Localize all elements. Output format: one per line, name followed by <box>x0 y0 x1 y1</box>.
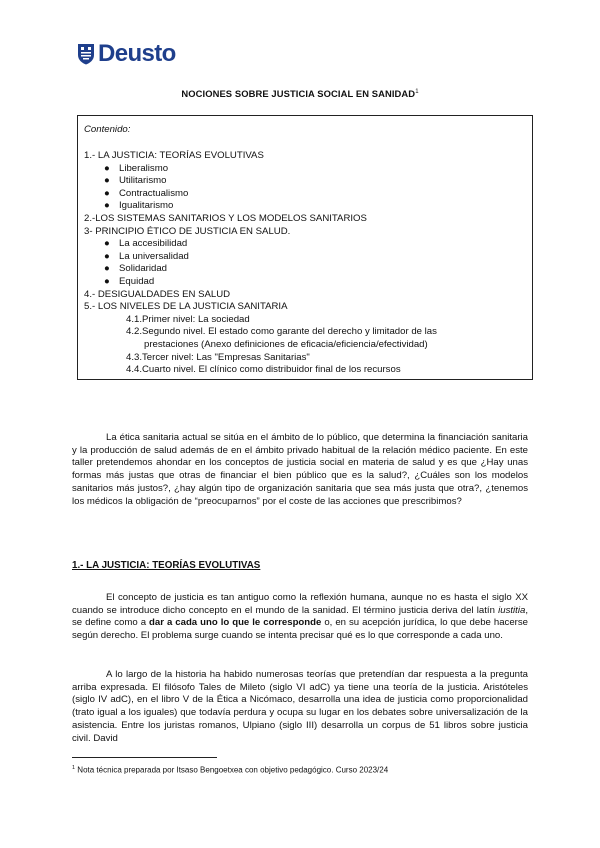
bullet-icon: ● <box>104 200 110 212</box>
toc-bullet-label: Solidaridad <box>119 263 168 275</box>
logo-wordmark: Deusto <box>98 40 176 67</box>
definition-emphasis: dar a cada uno lo que le corresponde <box>149 617 322 629</box>
bullet-icon: ● <box>104 162 110 174</box>
bullet-icon: ● <box>104 250 110 262</box>
table-of-contents <box>77 115 533 380</box>
deusto-shield-icon <box>77 43 95 65</box>
toc-section-4: 4.- DESIGUALDADES EN SALUD <box>84 288 231 300</box>
toc-bullet-item <box>84 251 526 264</box>
bullet-icon: ● <box>104 238 110 250</box>
bullet-icon: ● <box>104 187 110 199</box>
toc-bullet-label: Contractualismo <box>119 187 189 199</box>
paragraph-text: , se define como a <box>72 604 528 629</box>
deusto-logo <box>77 42 176 66</box>
toc-subsection-2-continuation: prestaciones (Anexo definiciones de eficacia/eficiencia/efectividad) <box>144 338 428 350</box>
section-1-paragraph-2 <box>72 669 528 745</box>
toc-bullet-label: Equidad <box>119 275 155 287</box>
toc-bullet-item <box>84 200 526 213</box>
toc-bullet-label: Liberalismo <box>119 162 169 174</box>
section-1-paragraph-1 <box>72 592 528 643</box>
toc-bullet-item <box>84 238 526 251</box>
paragraph-text: o, en su acepción jurídica, lo que debe hacerse según derecho. El problema surge cuando se intenta precisar qué es lo que corresponde a cada uno. <box>72 617 528 642</box>
toc-section-3: 3- PRINCIPIO ÉTICO DE JUSTICIA EN SALUD. <box>84 225 291 237</box>
toc-section-5: 5.- LOS NIVELES DE LA JUSTICIA SANITARIA <box>84 301 288 313</box>
title-text: NOCIONES SOBRE JUSTICIA SOCIAL EN SANIDAD <box>181 88 416 99</box>
footnote-divider <box>72 757 217 758</box>
bullet-icon: ● <box>104 275 110 287</box>
footnote-mark: 1 <box>72 765 76 771</box>
paragraph-text: El concepto de justicia es tan antiguo como la reflexión humana, aunque no es hasta el siglo XX cuando se introduce dicho concepto en el mundo de la sanidad. El término justicia deriva del latín <box>72 592 528 616</box>
toc-bullet-label: Utilitarismo <box>119 175 167 187</box>
toc-subsection-4: 4.4.Cuarto nivel. El clínico como distribuidor final de los recursos <box>126 364 401 376</box>
toc-bullet-item <box>84 276 526 289</box>
intro-text: La ética sanitaria actual se sitúa en el ámbito de lo público, que determina la financiación sanitaria y la producción de salud además de en el ámbito privado habitual de la relación médico paciente. En este taller pretendemos ahondar en los conceptos de justicia social en materia de salud y es que ¿Hay unas formas más justas que otras de financiar el bien público que es la salud?, ¿Cuáles son los modelos sanitarios más justos?, ¿hay algún tipo de organización sanitaria que sea más justa que otra?, ¿tenemos los médicos la obligación de “preocuparnos” por el coste de las acciones que prescribimos? <box>72 432 528 507</box>
toc-subsection-1: 4.1.Primer nivel: La sociedad <box>126 313 250 325</box>
document-title <box>0 88 600 99</box>
toc-bullet-label: La accesibilidad <box>119 238 188 250</box>
toc-section-2: 2.-LOS SISTEMAS SANITARIOS Y LOS MODELOS SANITARIOS <box>84 212 367 224</box>
toc-bullet-item <box>84 263 526 276</box>
bullet-icon: ● <box>104 263 110 275</box>
section-1-heading: 1.- LA JUSTICIA: TEORÍAS EVOLUTIVAS <box>72 560 261 571</box>
toc-section-1: 1.- LA JUSTICIA: TEORÍAS EVOLUTIVAS <box>84 150 264 161</box>
toc-bullet-item <box>84 175 526 188</box>
toc-bullet-item <box>84 163 526 176</box>
footnote <box>72 765 388 775</box>
toc-bullet-label: La universalidad <box>119 250 189 262</box>
footnote-text: Nota técnica preparada por Itsaso Bengoetxea con objetivo pedagógico. Curso 2023/24 <box>77 765 389 775</box>
toc-caption: Contenido: <box>84 124 131 135</box>
intro-paragraph <box>72 432 528 508</box>
toc-bullet-item <box>84 188 526 201</box>
toc-subsection-3: 4.3.Tercer nivel: Las "Empresas Sanitarias" <box>126 351 310 363</box>
latin-term: iustitia <box>498 604 526 616</box>
title-footnote-ref[interactable]: 1 <box>415 88 419 95</box>
toc-bullet-label: Igualitarismo <box>119 200 174 212</box>
bullet-icon: ● <box>104 175 110 187</box>
toc-subsection-2: 4.2.Segundo nivel. El estado como garante del derecho y limitador de las <box>126 326 437 338</box>
paragraph-text: A lo largo de la historia ha habido numerosas teorías que pretendían dar respuesta a la pregunta arriba expresada. El filósofo Tales de Mileto (siglo VI adC) ya tiene una teoría de la justicia. Aristóteles (siglo IV adC), en el libro V de la Ética a Nicómaco, desarrolla una idea de justicia como proporcionalidad (trato igual a los iguales) que todavía perdura y ocupa su lugar en los debates sobre universalización de la asistencia. Entre los juristas romanos, Ulpiano (siglo III) desarrolla un corpus de 51 libros sobre justicia civil. David <box>72 669 528 744</box>
